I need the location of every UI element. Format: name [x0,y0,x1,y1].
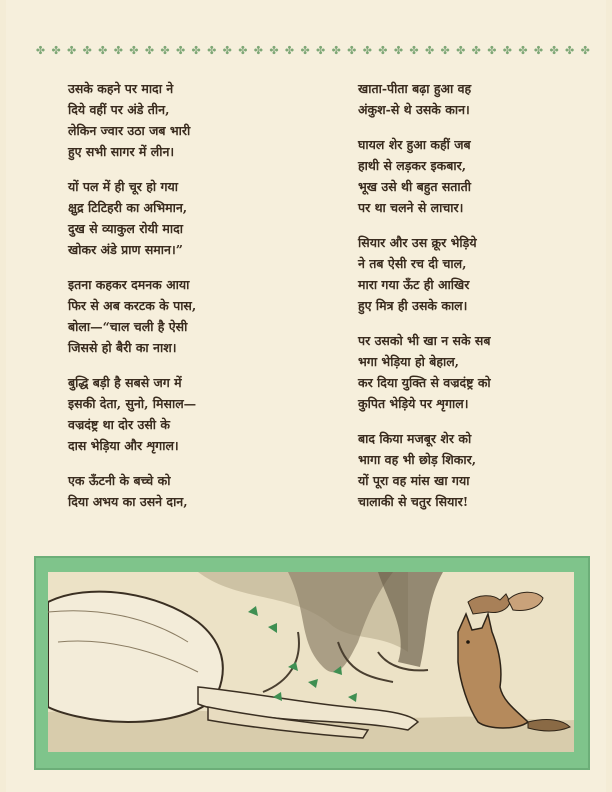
verse-line: अंकुश-से थे उसके कान। [358,102,470,117]
verse-line: मारा गया ऊँट ही आखिर [358,277,470,292]
border-ornament-icon: ✤ [82,43,92,57]
verse-line: बोला—“चाल चली है ऐसी [68,319,188,334]
verse-line: वज्रदंष्ट्र था दोर उसी के [68,417,170,432]
border-ornament-icon: ✤ [191,43,201,57]
verse-line: यों पल में ही चूर हो गया [68,179,178,194]
illustration [48,572,574,752]
stanza [358,232,588,316]
page [6,0,606,792]
stanza [358,330,588,414]
stanza [68,372,298,456]
border-ornament-icon: ✤ [284,43,295,57]
border-ornament-icon: ✤ [347,43,357,57]
verse-line: क्षुद्र टिटिहरी का अभिमान, [68,200,188,215]
verse-line: हुए सभी सागर में लीन। [68,144,175,159]
stanza [358,428,588,512]
verse-line: खोकर अंडे प्राण समान।” [68,242,183,257]
verse-line: दिये वहीं पर अंडे तीन, [68,102,170,117]
verse-line: ने तब ऐसी रच दी चाल, [358,256,467,271]
verse-line: कुपित भेड़िये पर शृगाल। [358,396,469,411]
left-column [68,78,298,526]
border-ornament-icon: ✤ [440,43,450,57]
verse-line: सियार और उस क्रूर भेड़िये [358,235,477,250]
border-ornament-icon: ✤ [409,43,419,57]
verse-line: भगा भेड़िया हो बेहाल, [358,354,460,369]
verse-line: जिससे हो बैरी का नाश। [68,340,177,355]
verse-line: भागा वह भी छोड़ शिकार, [358,452,477,467]
decorative-border [34,43,592,57]
verse-line: यों पूरा वह मांस खा गया [358,473,470,488]
stanza [68,176,298,260]
border-ornament-icon: ✤ [51,43,61,57]
border-ornament-icon: ✤ [144,43,155,57]
verse-line: चालाकी से चतुर सियार! [358,494,469,509]
right-column [358,78,588,526]
verse-line: भूख उसे थी बहुत सताती [358,179,472,194]
stanza [68,78,298,162]
border-ornament-icon: ✤ [175,43,186,57]
border-ornament-icon: ✤ [487,43,497,57]
verse-line: दास भेड़िया और शृगाल। [68,438,179,453]
border-ornament-icon: ✤ [518,43,528,57]
verse-line: दुख से व्याकुल रोयी मादा [68,221,183,236]
border-ornament-icon: ✤ [471,43,481,57]
border-ornament-icon: ✤ [67,43,77,57]
border-ornament-icon: ✤ [35,43,46,57]
border-ornament-icon: ✤ [456,43,466,57]
border-ornament-icon: ✤ [565,43,575,57]
stanza [358,78,588,120]
verse-line: दिया अभय का उसने दान, [68,494,188,509]
border-ornament-icon: ✤ [424,43,435,57]
verse-line: खाता-पीता बढ़ा हुआ वह [358,81,472,96]
verse-line: इसकी देता, सुनो, मिसाल— [68,396,197,411]
stanza [68,470,298,512]
verse-line: फिर से अब करटक के पास, [68,298,197,313]
border-ornament-icon: ✤ [362,43,372,57]
border-ornament-icon: ✤ [160,43,170,57]
border-ornament-icon: ✤ [549,43,559,57]
verse-line: घायल शेर हुआ कहीं जब [358,137,471,152]
border-ornament-icon: ✤ [269,43,279,57]
verse-line: लेकिन ज्वार उठा जब भारी [68,123,191,138]
verse-line: इतना कहकर दमनक आया [68,277,190,292]
verse-line: पर था चलने से लाचार। [358,200,464,215]
verse-line: पर उसको भी खा न सके सब [358,333,491,348]
border-ornament-icon: ✤ [129,43,139,57]
verse-line: बुद्धि बड़ी है सबसे जग में [68,375,182,390]
border-ornament-icon: ✤ [300,43,310,57]
border-ornament-icon: ✤ [207,43,217,57]
verse-line: उसके कहने पर मादा ने [68,81,174,96]
verse-line: एक ऊँटनी के बच्चे को [68,473,171,488]
border-ornament-icon: ✤ [113,43,123,57]
border-ornament-icon: ✤ [222,43,232,57]
border-ornament-icon: ✤ [316,43,326,57]
verse-line: बाद किया मजबूर शेर को [358,431,472,446]
border-ornament-icon: ✤ [238,43,248,57]
border-ornament-icon: ✤ [98,43,108,57]
border-ornament-icon: ✤ [533,43,544,57]
border-ornament-icon: ✤ [331,43,341,57]
verse-line: हुए मित्र ही उसके काल। [358,298,468,313]
border-ornament-icon: ✤ [502,43,512,57]
stanza [358,134,588,218]
illustration-drawing [48,572,574,752]
stanza [68,274,298,358]
border-ornament-icon: ✤ [253,43,263,57]
verse-line: हाथी से लड़कर इकबार, [358,158,467,173]
verse-line: कर दिया युक्ति से वज्रदंष्ट्र को [358,375,491,390]
illustration-frame [34,556,590,770]
border-ornament-icon: ✤ [393,43,404,57]
border-ornament-icon: ✤ [378,43,388,57]
border-ornament-icon: ✤ [580,43,590,57]
